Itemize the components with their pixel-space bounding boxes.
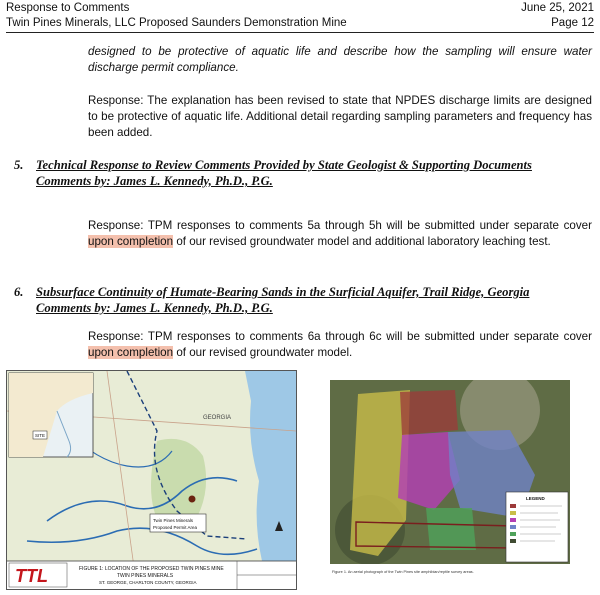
section-5-response	[88, 218, 592, 250]
inset-site-label: SITE	[35, 433, 46, 438]
aerial-map	[330, 380, 570, 584]
site-marker	[189, 496, 196, 503]
legend-swatch-dark	[510, 539, 516, 543]
section-6-title: Subsurface Continuity of Humate-Bearing Sands in the Surficial Aquifer, Trail Ridge, Georgia Comments by: James L. Kennedy, Ph.D., P.G.	[36, 285, 530, 315]
figure-left-title-2: TWIN PINES MINERALS	[117, 573, 174, 579]
header-page-number: Page 12	[551, 17, 594, 29]
header-right	[521, 1, 594, 31]
location-map-figure	[6, 370, 297, 590]
permit-label-line1: Twin Pines Minerals	[153, 518, 194, 523]
section-6-highlight: upon completion	[88, 346, 174, 359]
inset-map	[9, 373, 93, 457]
legend-swatch-green	[510, 532, 516, 536]
map-state-label: GEORGIA	[203, 415, 232, 421]
permit-label-line2: Proposed Permit Area	[153, 525, 198, 530]
aerial-survey-figure	[330, 380, 570, 584]
comment-italic-text: designed to be protective of aquatic life and describe how the sampling will ensure water discharge permit compliance.	[88, 45, 592, 74]
section-5-heading	[14, 157, 574, 191]
section-6-response	[88, 329, 592, 361]
figure-left-title-1: FIGURE 1: LOCATION OF THE PROPOSED TWIN PINES MINE	[79, 566, 224, 572]
survey-area-red	[400, 390, 458, 435]
header-date: June 25, 2021	[521, 2, 594, 14]
section-6-response-start: Response: TPM responses to comments 6a through 6c will be submitted under separate cover	[88, 330, 592, 343]
section-5-response-start: Response: TPM responses to comments 5a through 5h will be submitted under separate cover	[88, 219, 592, 232]
header-project: Twin Pines Minerals, LLC Proposed Saunders Demonstration Mine	[6, 17, 347, 29]
section-6-heading	[14, 284, 574, 318]
section-6-number: 6.	[14, 285, 24, 299]
legend-swatch-yellow	[510, 511, 516, 515]
page-header	[6, 0, 594, 33]
header-left	[6, 1, 347, 31]
header-title: Response to Comments	[6, 2, 130, 14]
section-5-highlight: upon completion	[88, 235, 174, 248]
legend-swatch-red	[510, 504, 516, 508]
section-5-title: Technical Response to Review Comments Provided by State Geologist & Supporting Documents Comments by: James L. Kennedy, Ph.D., P.G.	[36, 158, 532, 188]
location-map	[7, 371, 296, 589]
legend-swatch-blue	[510, 525, 516, 529]
legend-title: LEGEND	[526, 496, 545, 501]
figure-left-title-3: ST. GEORGE, CHARLTON COUNTY, GEORGIA	[99, 580, 197, 585]
legend-swatch-magenta	[510, 518, 516, 522]
survey-area-green	[426, 508, 476, 550]
response-paragraph-1: Response: The explanation has been revised to state that NPDES discharge limits are designed to be protective of aquatic life. Additional detail regarding sampling parameters and frequency has been added.	[88, 94, 592, 139]
legend	[506, 492, 568, 562]
section-5-response-end: of our revised groundwater model and additional laboratory leaching test.	[173, 235, 551, 248]
section-5-number: 5.	[14, 158, 24, 172]
figure-right-caption: Figure 1. An aerial photograph of the Twin Pines site amphibian/reptile survey areas.	[332, 570, 474, 574]
ttl-logo: TTL	[15, 566, 48, 586]
section-6-response-end: of our revised groundwater model.	[173, 346, 353, 359]
